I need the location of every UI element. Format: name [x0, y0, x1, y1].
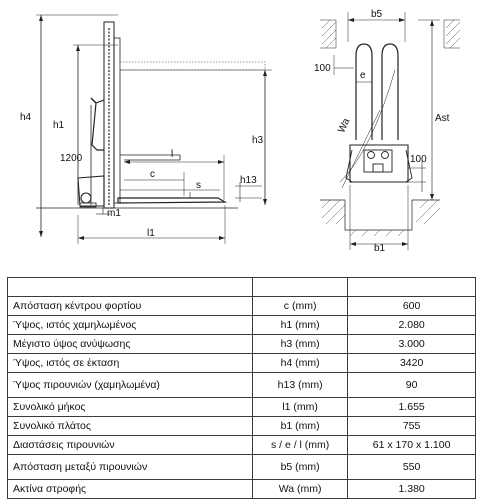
side-view-drawing — [0, 0, 300, 260]
spec-label: Ύψος, ιστός χαμηλωμένος — [8, 316, 253, 335]
table-row — [8, 373, 476, 398]
table-row — [8, 398, 476, 417]
spec-unit: h13 (mm) — [253, 373, 348, 398]
spec-unit — [253, 278, 348, 297]
label-100-top: 100 — [314, 63, 331, 74]
spec-label: Συνολικό πλάτος — [8, 417, 253, 436]
table-row — [8, 455, 476, 480]
spec-value: 600 — [348, 297, 476, 316]
table-row — [8, 354, 476, 373]
spec-value: 755 — [348, 417, 476, 436]
label-e: e — [360, 70, 366, 81]
spec-unit: s / e / l (mm) — [253, 436, 348, 455]
spec-label: Ύψος, ιστός σε έκταση — [8, 354, 253, 373]
label-1200: 1200 — [60, 153, 83, 164]
label-m1: m1 — [107, 208, 121, 219]
spec-value — [348, 278, 476, 297]
table-row — [8, 335, 476, 354]
spec-label: Διαστάσεις πιρουνιών — [8, 436, 253, 455]
spec-label: Ακτίνα στροφής — [8, 480, 253, 499]
table-row — [8, 417, 476, 436]
label-c: c — [150, 169, 155, 180]
spec-unit: Wa (mm) — [253, 480, 348, 499]
spec-unit: l1 (mm) — [253, 398, 348, 417]
spec-value: 550 — [348, 455, 476, 480]
label-h3: h3 — [252, 135, 264, 146]
table-row — [8, 480, 476, 499]
spec-table — [7, 277, 476, 499]
spec-label: Ύψος πιρουνιών (χαμηλωμένα) — [8, 373, 253, 398]
label-100-right: 100 — [410, 154, 427, 165]
table-row — [8, 316, 476, 335]
spec-unit: c (mm) — [253, 297, 348, 316]
table-row — [8, 436, 476, 455]
spec-label: Μέγιστο ύψος ανύψωσης — [8, 335, 253, 354]
spec-unit: h4 (mm) — [253, 354, 348, 373]
spec-value: 1.655 — [348, 398, 476, 417]
spec-value: 1.380 — [348, 480, 476, 499]
spec-value: 2.080 — [348, 316, 476, 335]
spec-value: 90 — [348, 373, 476, 398]
label-wa: Wa — [336, 116, 353, 135]
spec-label — [8, 278, 253, 297]
label-b1: b1 — [374, 243, 386, 254]
table-row — [8, 278, 476, 297]
top-view-drawing — [300, 0, 482, 260]
spec-label: Συνολικό μήκος — [8, 398, 253, 417]
table-row — [8, 297, 476, 316]
spec-value: 3.000 — [348, 335, 476, 354]
spec-unit: h1 (mm) — [253, 316, 348, 335]
label-h1: h1 — [53, 120, 65, 131]
label-h13: h13 — [240, 175, 257, 186]
label-ast: Ast — [435, 113, 450, 124]
spec-label: Απόσταση μεταξύ πιρουνιών — [8, 455, 253, 480]
label-l1: l1 — [147, 228, 155, 239]
spec-unit: h3 (mm) — [253, 335, 348, 354]
spec-unit: b5 (mm) — [253, 455, 348, 480]
label-h4: h4 — [20, 112, 32, 123]
spec-value: 61 x 170 x 1.100 — [348, 436, 476, 455]
spec-label: Απόσταση κέντρου φορτίου — [8, 297, 253, 316]
spec-value: 3420 — [348, 354, 476, 373]
label-s: s — [196, 180, 201, 191]
label-l: l — [171, 149, 174, 160]
spec-unit: b1 (mm) — [253, 417, 348, 436]
label-b5: b5 — [371, 9, 383, 20]
